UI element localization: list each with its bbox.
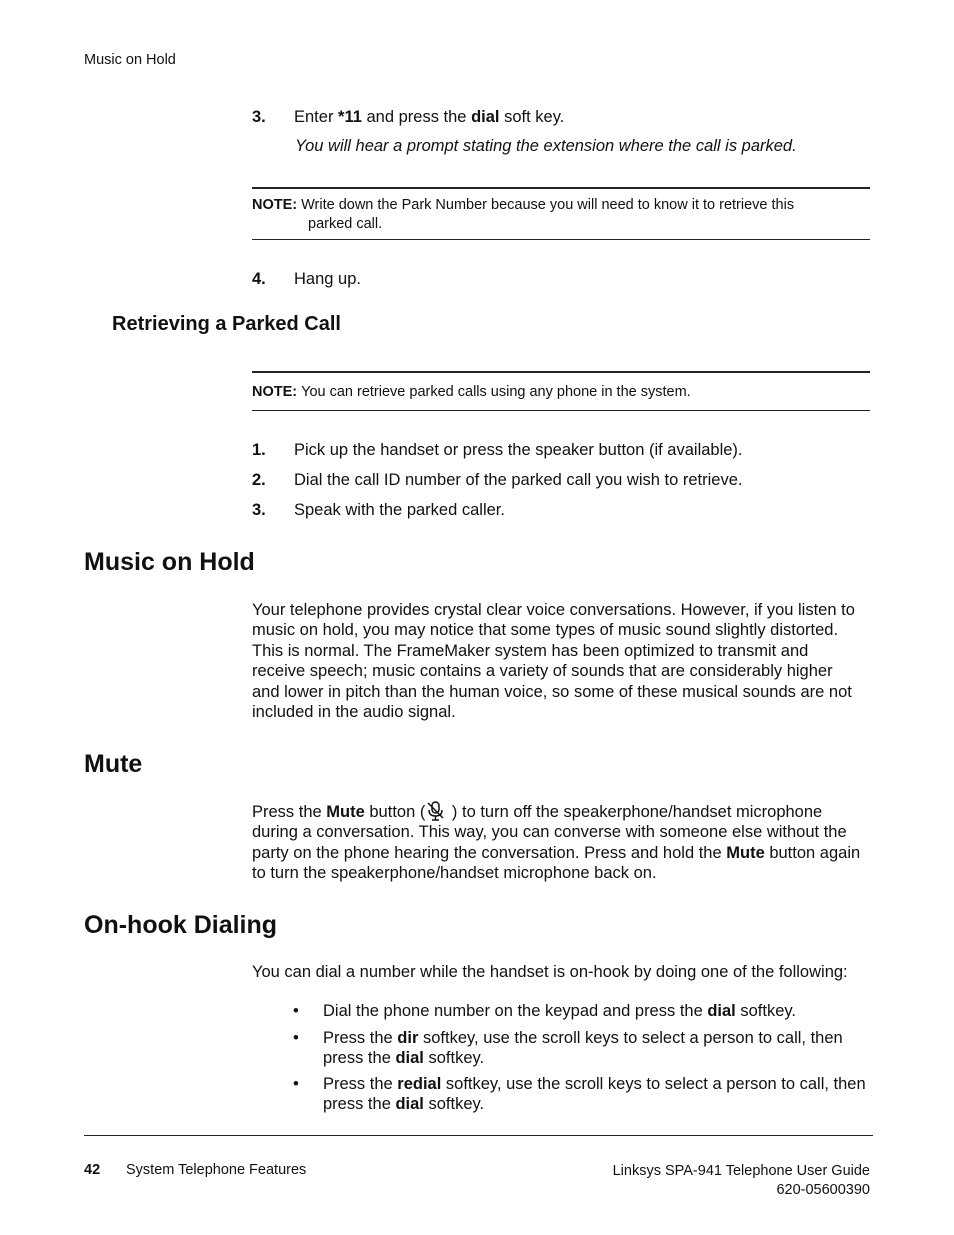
paragraph-line: to turn the speakerphone/handset microphone back on.: [252, 864, 657, 883]
step-text: Hang up.: [294, 270, 361, 288]
section-heading-music-on-hold: Music on Hold: [84, 548, 255, 576]
mute-paragraph: [252, 801, 874, 884]
section-heading-on-hook-dialing: On-hook Dialing: [84, 911, 278, 939]
section-heading-retrieving: Retrieving a Parked Call: [112, 313, 341, 335]
on-hook-bullet-1: [293, 1001, 873, 1021]
text: press the: [323, 1049, 396, 1068]
footer-guide-title: Linksys SPA-941 Telephone User Guide: [612, 1163, 870, 1179]
on-hook-bullet-2: [293, 1028, 873, 1069]
step-text: Pick up the handset or press the speaker button (if available).: [294, 441, 743, 459]
paragraph-line: music on hold, you may notice that some types of music sound slightly distorted.: [252, 621, 839, 640]
paragraph-line: [252, 843, 874, 863]
step-number: 2.: [252, 471, 266, 489]
footer-rule: [84, 1135, 873, 1136]
softkey-name: dial: [707, 1002, 736, 1020]
text: softkey.: [423, 1049, 485, 1068]
text: button again: [764, 843, 861, 862]
note-park-number: [252, 187, 870, 240]
paragraph-line: receive speech; music contains a variety of sounds that are considerably higher: [252, 662, 833, 681]
footer-left: [84, 1162, 306, 1178]
note-text: Write down the Park Number because you will need to know it to retrieve this: [301, 197, 795, 213]
text: softkey.: [423, 1095, 485, 1114]
page-number: 42: [84, 1162, 101, 1178]
park-step-3: [252, 108, 564, 127]
bullet-text: [323, 1001, 873, 1021]
paragraph-line: and lower in pitch than the human voice, so some of these musical sounds are not: [252, 682, 852, 701]
mute-microphone-icon: [425, 801, 447, 821]
step-result: You will hear a prompt stating the extension where the call is parked.: [295, 137, 797, 155]
footer-right: [613, 1162, 870, 1199]
note-retrieve: [252, 371, 870, 411]
bullet-text: [323, 1074, 873, 1115]
text: ) to turn off the speakerphone/handset microphone: [447, 803, 823, 821]
paragraph-line: Your telephone provides crystal clear voice conversations. However, if you listen to: [252, 601, 855, 619]
bullet-marker: •: [293, 1002, 299, 1020]
step-number: 4.: [252, 270, 266, 288]
footer-section: System Telephone Features: [126, 1162, 307, 1178]
text: button (: [364, 803, 426, 821]
music-on-hold-paragraph: [252, 600, 874, 722]
paragraph-line: [252, 801, 874, 822]
softkey-name: redial: [397, 1075, 442, 1093]
bullet-marker: •: [293, 1075, 299, 1093]
park-step-4: [252, 270, 361, 289]
button-name: Mute: [726, 843, 765, 862]
bullet-text: [323, 1028, 873, 1069]
on-hook-intro: You can dial a number while the handset is on-hook by doing one of the following:: [252, 963, 848, 981]
text: Dial the phone number on the keypad and press the: [323, 1002, 708, 1020]
paragraph-line: included in the audio signal.: [252, 703, 456, 722]
text: softkey.: [735, 1002, 796, 1020]
step-number: 3.: [252, 108, 266, 126]
note-text: You can retrieve parked calls using any phone in the system.: [301, 384, 691, 400]
step-number: 3.: [252, 501, 266, 519]
softkey-name: dial: [395, 1095, 424, 1114]
retrieve-step-3: [252, 501, 505, 520]
text: Press the: [252, 803, 327, 821]
note-label: NOTE:: [252, 197, 298, 213]
softkey-name: dial: [471, 108, 500, 126]
text: softkey, use the scroll keys to select a person to call, then: [418, 1029, 843, 1047]
step-text: soft key.: [499, 108, 565, 126]
footer-doc-number: 620-05600390: [776, 1181, 870, 1198]
text: party on the phone hearing the conversation. Press and hold the: [252, 843, 727, 862]
paragraph-line: This is normal. The FrameMaker system has been optimized to transmit and: [252, 641, 809, 660]
running-header: Music on Hold: [84, 52, 176, 68]
code-text: *11: [338, 108, 362, 126]
bullet-marker: •: [293, 1029, 299, 1047]
step-text: Dial the call ID number of the parked call you wish to retrieve.: [294, 471, 743, 489]
softkey-name: dial: [395, 1049, 424, 1068]
step-text: Enter: [294, 108, 339, 126]
note-label: NOTE:: [252, 384, 298, 400]
section-heading-mute: Mute: [84, 750, 143, 778]
paragraph-line: during a conversation. This way, you can converse with someone else without the: [252, 823, 847, 842]
step-number: 1.: [252, 441, 266, 459]
text: press the: [323, 1095, 396, 1114]
text: Press the: [323, 1029, 398, 1047]
step-text: Speak with the parked caller.: [294, 501, 505, 519]
step-text: and press the: [361, 108, 472, 126]
note-text: parked call.: [308, 216, 383, 232]
on-hook-bullet-3: [293, 1074, 873, 1115]
text: softkey, use the scroll keys to select a person to call, then: [441, 1075, 866, 1093]
retrieve-step-2: [252, 471, 742, 490]
retrieve-step-1: [252, 441, 743, 460]
button-name: Mute: [326, 803, 365, 821]
text: Press the: [323, 1075, 398, 1093]
softkey-name: dir: [397, 1029, 419, 1047]
